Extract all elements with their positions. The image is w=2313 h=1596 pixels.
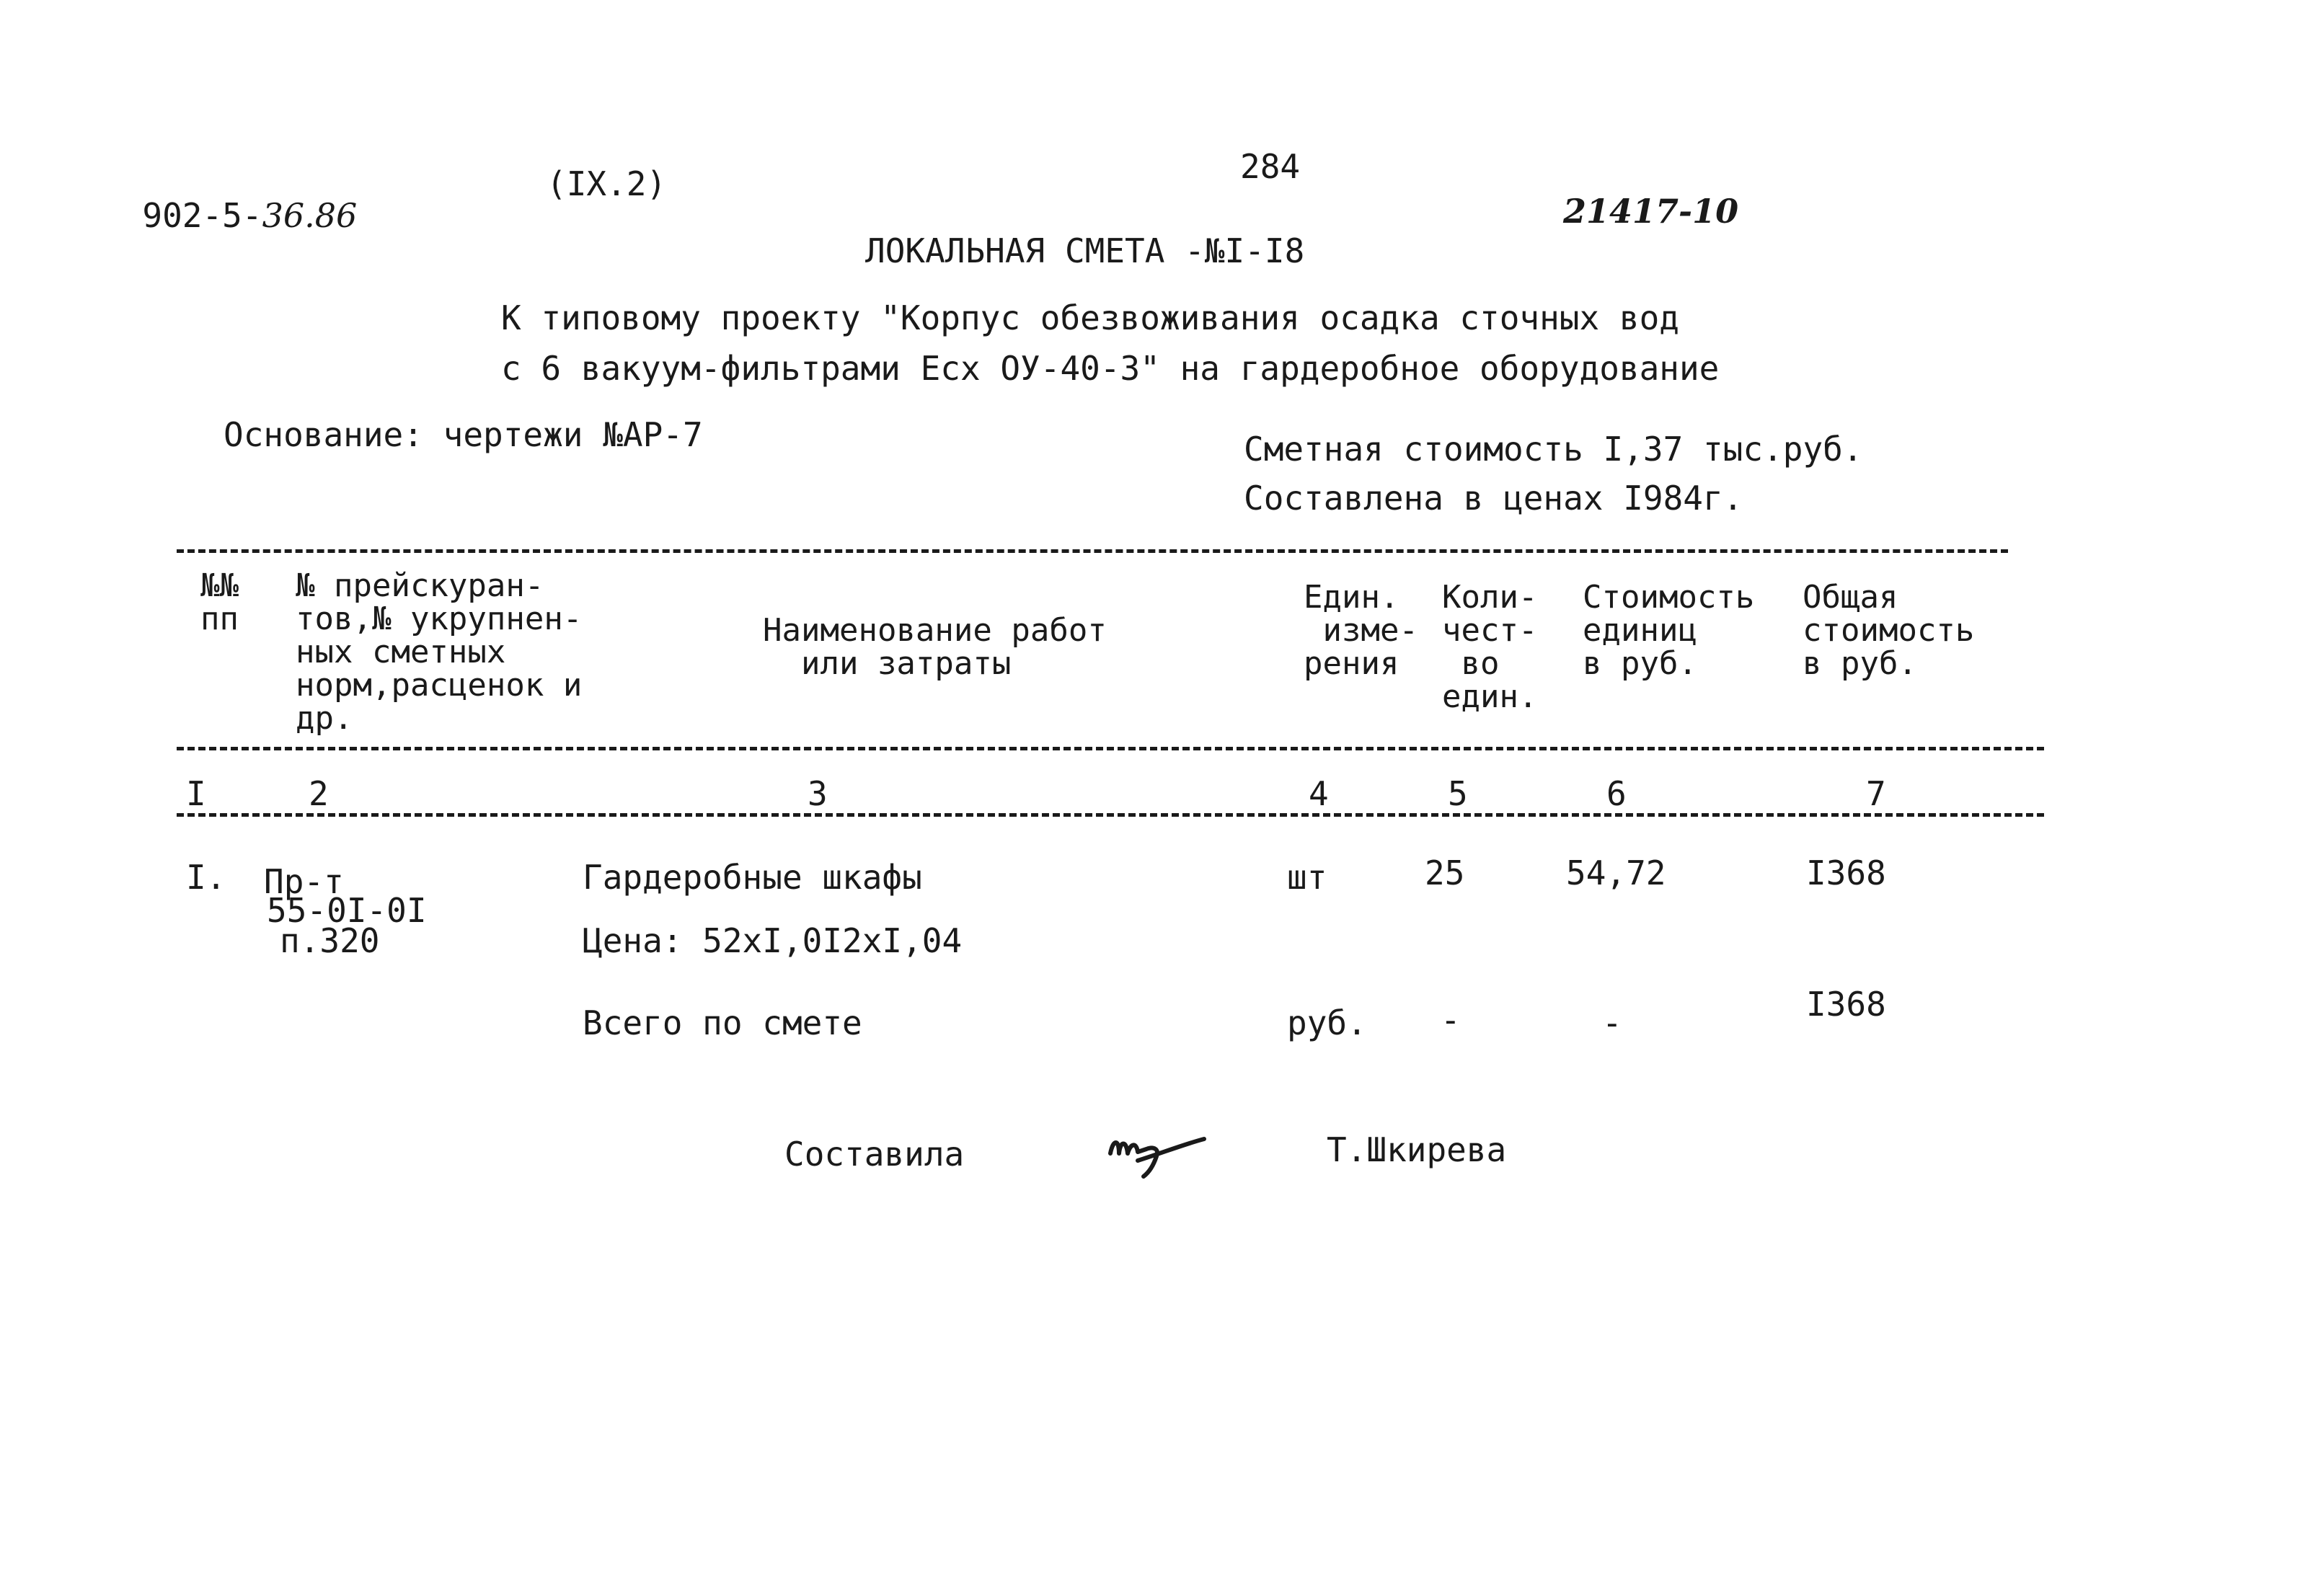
- row-1-number: I.: [186, 858, 226, 897]
- row-1-unit: шт: [1287, 858, 1327, 897]
- project-code-printed: 902-5-: [142, 196, 262, 235]
- header-col-reference: № прейскуран- тов,№ укрупнен- ных сметных норм,расценок и др.: [296, 567, 583, 737]
- total-amount: I368: [1806, 985, 1886, 1024]
- column-number-2: 2: [309, 774, 329, 813]
- column-number-4: 4: [1309, 774, 1329, 813]
- document-title: ЛОКАЛЬНАЯ СМЕТА -№I-I8: [865, 231, 1305, 270]
- total-label: Всего по смете: [583, 1003, 862, 1042]
- basis-text: Основание: чертежи №АР-7: [224, 415, 703, 454]
- column-number-1: I: [186, 774, 206, 813]
- section-code: (IX.2): [547, 164, 667, 203]
- column-number-3: 3: [808, 774, 828, 813]
- header-col-name: Наименование работ или затраты: [763, 612, 1107, 682]
- row-1-quantity: 25: [1425, 854, 1465, 892]
- compiled-by-label: Составила: [784, 1135, 965, 1174]
- row-1-unit-cost: 54,72: [1566, 854, 1666, 892]
- row-1-ref-line-1: Пр-т: [264, 862, 344, 901]
- subtitle-line-2: с 6 вакуум-фильтрами Есх ОУ-40-3" на гардеробное оборудование: [501, 349, 1720, 388]
- column-number-6: 6: [1606, 774, 1627, 813]
- row-1-ref-line-2: 55-0I-0I: [267, 891, 427, 930]
- price-note: Цена: 52хI,0I2хI,04: [583, 921, 963, 960]
- project-code-handwritten: 36.86: [262, 196, 358, 235]
- handwritten-signature: [1103, 1125, 1233, 1182]
- row-1-name: Гардеробные шкафы: [583, 858, 922, 897]
- subtitle-line-1: К типовому проекту "Корпус обезвоживания осадка сточных вод: [501, 298, 1679, 337]
- project-code: [102, 166, 358, 235]
- column-number-5: 5: [1448, 774, 1468, 813]
- header-bottom-rule: [177, 747, 2044, 750]
- header-col-total: Общая стоимость в руб.: [1803, 579, 1975, 682]
- header-col-unit: Един. изме- рения: [1304, 579, 1418, 682]
- column-numbers-rule: [177, 813, 2044, 817]
- price-basis: Составлена в ценах I984г.: [1244, 479, 1743, 518]
- estimated-cost: Сметная стоимость I,37 тыс.руб.: [1244, 430, 1863, 469]
- total-quantity: -: [1441, 1001, 1461, 1039]
- compiler-name: Т.Шкирева: [1327, 1130, 1507, 1169]
- document-number: 21417-10: [1563, 192, 1739, 231]
- total-unit-cost: -: [1602, 1003, 1622, 1042]
- header-top-rule: [177, 549, 2008, 553]
- header-col-unit-cost: Стоимость единиц в руб.: [1583, 579, 1755, 682]
- header-col-quantity: Коли- чест- во един.: [1442, 579, 1538, 715]
- row-1-total: I368: [1806, 854, 1886, 892]
- row-1-ref-line-3: п.320: [280, 921, 380, 960]
- header-col-number: №№ пп: [200, 567, 239, 637]
- column-number-7: 7: [1866, 774, 1886, 813]
- total-unit: руб.: [1287, 1003, 1367, 1042]
- page-number: 284: [1240, 147, 1301, 186]
